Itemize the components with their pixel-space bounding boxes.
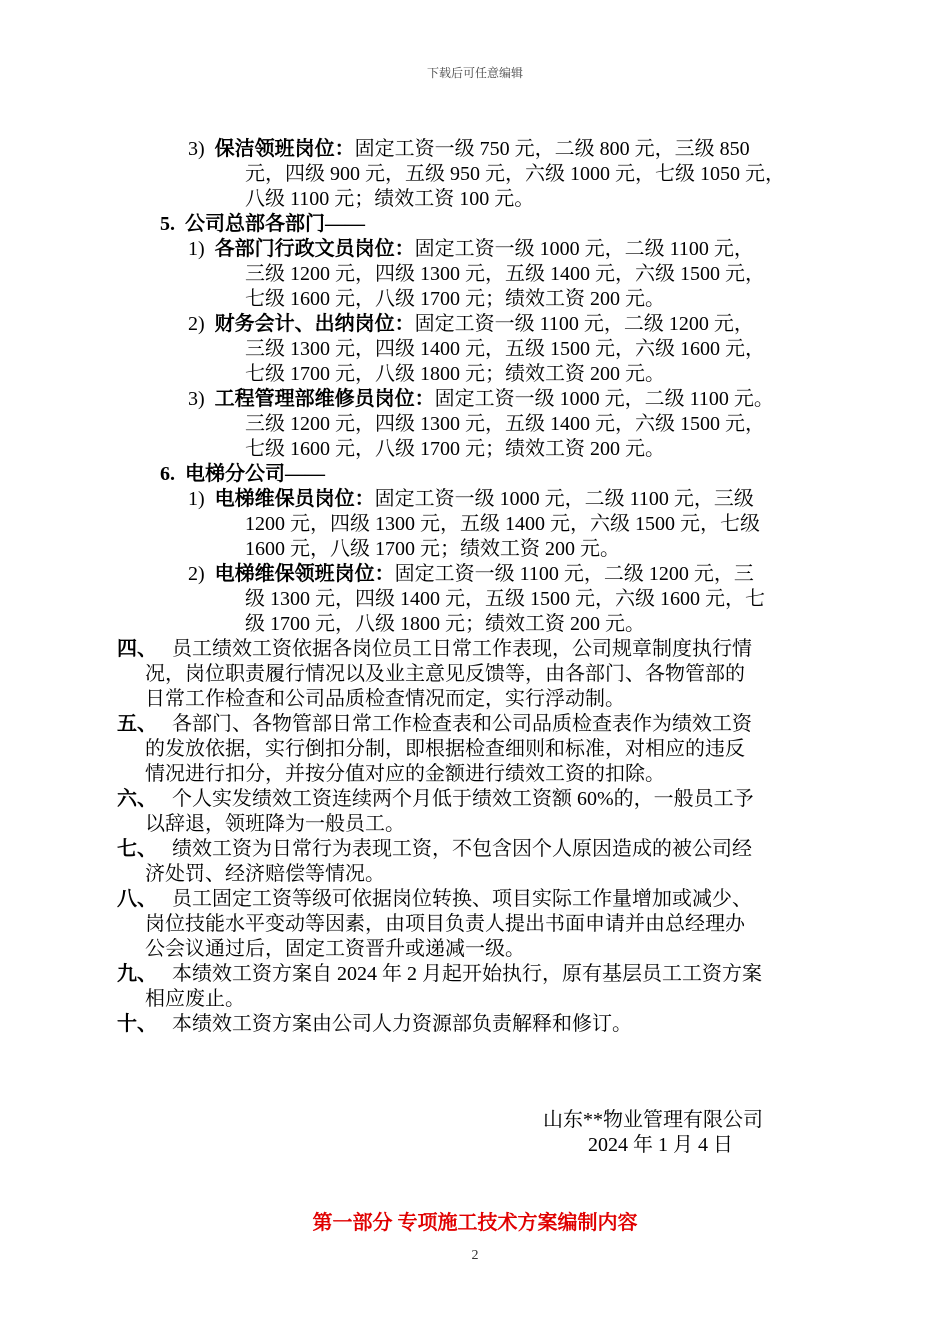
paragraph bbox=[117, 787, 754, 812]
item-title: 各部门行政文员岗位： bbox=[214, 238, 415, 260]
item-text: 级 1700 元，八级 1800 元；绩效工资 200 元。 bbox=[245, 613, 645, 635]
item-number: 3) bbox=[188, 388, 205, 410]
page-number: 2 bbox=[471, 1248, 479, 1263]
paragraph-text: 公会议通过后，固定工资晋升或递减一级。 bbox=[145, 938, 525, 960]
paragraph-number: 七、 bbox=[117, 838, 157, 860]
item-title: 工程管理部维修员岗位： bbox=[214, 388, 435, 410]
paragraph-number: 八、 bbox=[117, 888, 157, 910]
section-number: 5. bbox=[160, 213, 175, 235]
item-text: 固定工资一级 1000 元，二级 1100 元， bbox=[414, 238, 754, 260]
item-text: 八级 1100 元；绩效工资 100 元。 bbox=[245, 188, 535, 210]
paragraph-text: 个人实发绩效工资连续两个月低于绩效工资额 60%的，一般员工予 bbox=[172, 788, 754, 810]
paragraph-text: 情况进行扣分，并按分值对应的金额进行绩效工资的扣除。 bbox=[145, 763, 665, 785]
item-title: 财务会计、出纳岗位： bbox=[214, 313, 415, 335]
item-text: 固定工资一级 750 元，二级 800 元，三级 850 bbox=[354, 138, 750, 160]
item-text: 1600 元，八级 1700 元；绩效工资 200 元。 bbox=[245, 538, 620, 560]
item-number: 1) bbox=[188, 488, 205, 510]
paragraph bbox=[117, 1012, 632, 1037]
item-text: 七级 1600 元，八级 1700 元；绩效工资 200 元。 bbox=[245, 288, 665, 310]
item-text: 1200 元，四级 1300 元，五级 1400 元，六级 1500 元，七级 bbox=[245, 513, 760, 535]
list-item bbox=[188, 237, 754, 262]
paragraph-text: 日常工作检查和公司品质检查情况而定，实行浮动制。 bbox=[145, 688, 625, 710]
paragraph-text: 员工固定工资等级可依据岗位转换、项目实际工作量增加或减少、 bbox=[172, 888, 752, 910]
item-text: 三级 1200 元，四级 1300 元，五级 1400 元，六级 1500 元， bbox=[245, 263, 765, 285]
paragraph-number: 十、 bbox=[117, 1013, 157, 1035]
section-heading bbox=[160, 212, 365, 237]
paragraph bbox=[117, 712, 752, 737]
paragraph-text: 本绩效工资方案由公司人力资源部负责解释和修订。 bbox=[172, 1013, 632, 1035]
item-number: 2) bbox=[188, 313, 205, 335]
paragraph-text: 岗位技能水平变动等因素，由项目负责人提出书面申请并由总经理办 bbox=[145, 913, 745, 935]
item-text: 固定工资一级 1100 元，二级 1200 元， bbox=[414, 313, 754, 335]
item-number: 2) bbox=[188, 563, 205, 585]
section-heading bbox=[160, 462, 325, 487]
item-number: 1) bbox=[188, 238, 205, 260]
page-header: 下载后可任意编辑 bbox=[426, 66, 523, 80]
paragraph-number: 九、 bbox=[117, 963, 157, 985]
item-title: 电梯维保员岗位： bbox=[214, 488, 375, 510]
paragraph bbox=[117, 962, 762, 987]
list-item bbox=[188, 312, 754, 337]
paragraph-text: 本绩效工资方案自 2024 年 2 月起开始执行，原有基层员工工资方案 bbox=[172, 963, 762, 985]
paragraph-text: 的发放依据，实行倒扣分制，即根据检查细则和标准，对相应的违反 bbox=[145, 738, 745, 760]
item-text: 七级 1600 元，八级 1700 元；绩效工资 200 元。 bbox=[245, 438, 665, 460]
item-text: 三级 1200 元，四级 1300 元，五级 1400 元，六级 1500 元， bbox=[245, 413, 765, 435]
section-title-red: 第一部分 专项施工技术方案编制内容 bbox=[312, 1212, 638, 1234]
paragraph bbox=[117, 887, 752, 912]
item-text: 固定工资一级 1100 元，二级 1200 元，三 bbox=[394, 563, 754, 585]
item-title: 保洁领班岗位： bbox=[214, 138, 355, 160]
paragraph-text: 员工绩效工资依据各岗位员工日常工作表现，公司规章制度执行情 bbox=[172, 638, 752, 660]
list-item bbox=[188, 137, 750, 162]
paragraph bbox=[117, 837, 752, 862]
paragraph-text: 各部门、各物管部日常工作检查表和公司品质检查表作为绩效工资 bbox=[172, 713, 752, 735]
item-text: 三级 1300 元，四级 1400 元，五级 1500 元，六级 1600 元， bbox=[245, 338, 765, 360]
paragraph-number: 六、 bbox=[117, 788, 157, 810]
list-item bbox=[188, 487, 754, 512]
paragraph-text: 相应废止。 bbox=[145, 988, 245, 1010]
item-title: 电梯维保领班岗位： bbox=[214, 563, 395, 585]
paragraph-text: 况，岗位职责履行情况以及业主意见反馈等，由各部门、各物管部的 bbox=[145, 663, 745, 685]
paragraph-text: 绩效工资为日常行为表现工资，不包含因个人原因造成的被公司经 bbox=[172, 838, 752, 860]
list-item bbox=[188, 562, 754, 587]
section-number: 6. bbox=[160, 463, 175, 485]
item-text: 元，四级 900 元，五级 950 元，六级 1000 元，七级 1050 元， bbox=[245, 163, 785, 185]
paragraph-text: 济处罚、经济赔偿等情况。 bbox=[145, 863, 385, 885]
item-text: 固定工资一级 1000 元，二级 1100 元，三级 bbox=[374, 488, 754, 510]
item-text: 固定工资一级 1000 元，二级 1100 元。 bbox=[434, 388, 774, 410]
paragraph-text: 以辞退，领班降为一般员工。 bbox=[145, 813, 405, 835]
paragraph bbox=[117, 637, 752, 662]
signature-company: 山东**物业管理有限公司 bbox=[543, 1109, 763, 1131]
paragraph-number: 四、 bbox=[117, 638, 157, 660]
item-number: 3) bbox=[188, 138, 205, 160]
section-title: 电梯分公司—— bbox=[185, 463, 325, 485]
list-item bbox=[188, 387, 774, 412]
paragraph-number: 五、 bbox=[117, 713, 157, 735]
section-title: 公司总部各部门—— bbox=[185, 213, 365, 235]
signature-date: 2024 年 1 月 4 日 bbox=[588, 1134, 733, 1156]
item-text: 七级 1700 元，八级 1800 元；绩效工资 200 元。 bbox=[245, 363, 665, 385]
item-text: 级 1300 元，四级 1400 元，五级 1500 元，六级 1600 元，七 bbox=[245, 588, 765, 610]
